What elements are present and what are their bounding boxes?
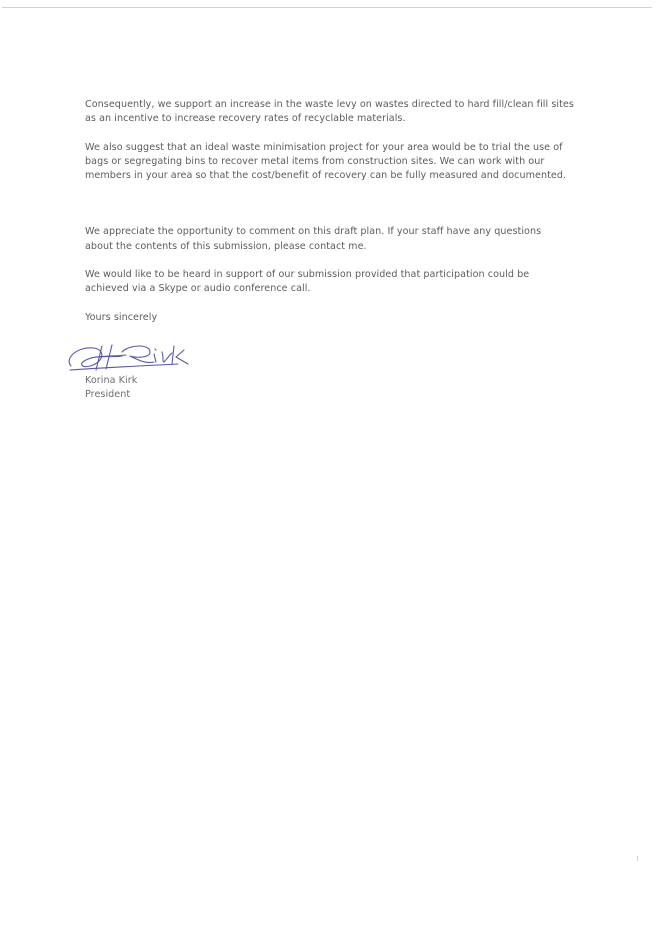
paragraph-minimisation-project bbox=[85, 141, 567, 184]
signatory-name: Korina Kirk bbox=[85, 374, 138, 386]
closing-salutation: Yours sincerely bbox=[85, 311, 158, 323]
paragraph-waste-levy bbox=[85, 98, 574, 127]
text-line: achieved via a Skype or audio conference call. bbox=[85, 283, 311, 295]
text-line: Consequently, we support an increase in the waste levy on wastes directed to hard fill/clean fill sites bbox=[85, 99, 574, 110]
scan-artifact bbox=[637, 856, 638, 861]
text-line: We would like to be heard in support of our submission provided that participation could be bbox=[85, 269, 530, 281]
paragraph-hearing-request bbox=[85, 268, 555, 297]
text-line: about the contents of this submission, please contact me. bbox=[85, 240, 367, 252]
text-line: bags or segregating bins to recover metal items from construction sites. We can work with our bbox=[85, 155, 545, 167]
text-line: We also suggest that an ideal waste minimisation project for your area would be to trial the use of bbox=[85, 141, 563, 153]
text-line: as an incentive to increase recovery rates of recyclable materials. bbox=[85, 113, 406, 125]
paragraph-appreciation bbox=[85, 225, 555, 254]
text-line: members in your area so that the cost/benefit of recovery can be fully measured and documented. bbox=[85, 170, 567, 182]
handwritten-signature bbox=[68, 340, 208, 372]
letter-body bbox=[85, 98, 574, 403]
signatory-title: President bbox=[85, 389, 131, 401]
top-rule bbox=[2, 7, 652, 8]
signatory-block bbox=[85, 374, 555, 403]
text-line: We appreciate the opportunity to comment on this draft plan. If your staff have any questions bbox=[85, 226, 542, 238]
